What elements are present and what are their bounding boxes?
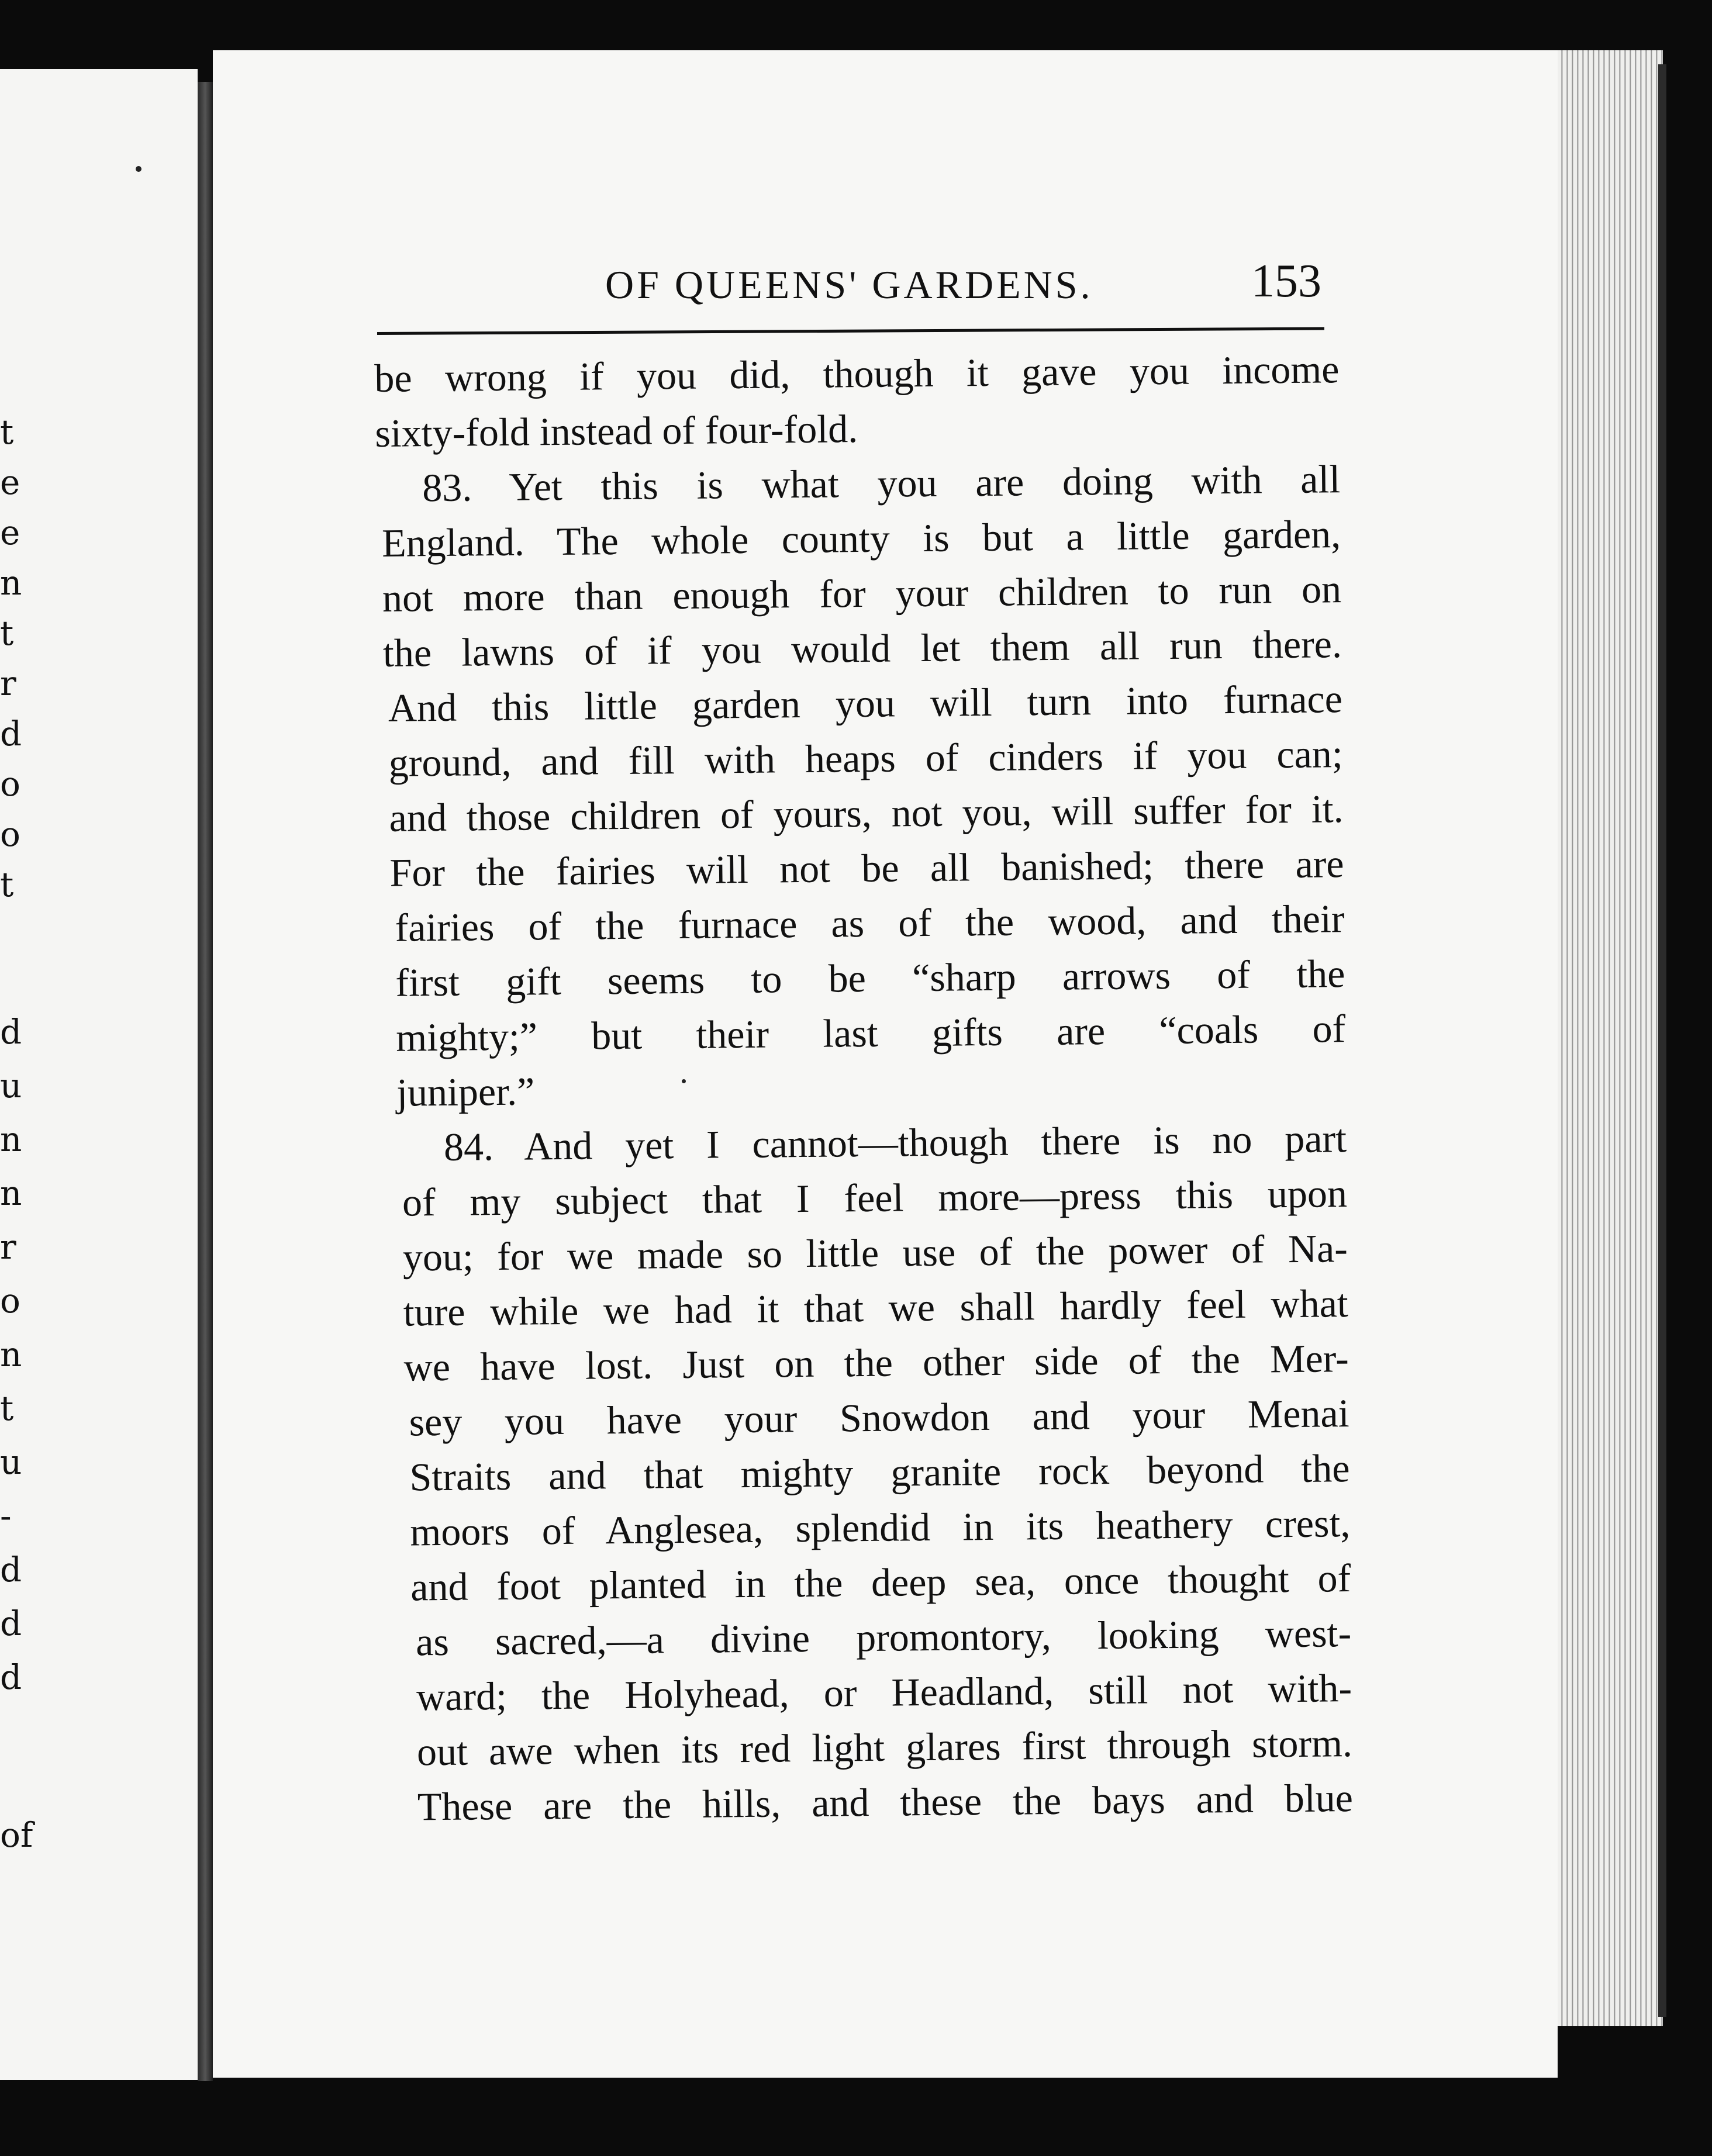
left-fragment: o xyxy=(0,814,20,854)
text-line: be wrong if you did, though it gave you income xyxy=(374,347,1340,400)
paragraph-start-84: 84. And yet I cannot—though there is no part xyxy=(443,1116,1347,1169)
page-block-shadow xyxy=(1658,64,1666,2017)
left-page-cut-text xyxy=(0,69,35,2080)
left-fragment: d xyxy=(0,1550,22,1590)
left-fragment: d xyxy=(0,1604,22,1643)
text-line: and foot planted in the deep sea, once thought of xyxy=(410,1556,1351,1609)
text-line: not more than enough for your children to run on xyxy=(382,566,1342,620)
left-fragment: t xyxy=(0,412,14,452)
ink-speck xyxy=(136,166,141,172)
text-line: For the fairies will not be all banished; there are xyxy=(389,841,1344,895)
text-line: we have lost. Just on the other side of the Mer- xyxy=(403,1336,1349,1390)
left-fragment: t xyxy=(0,1388,14,1428)
text-line: juniper.” xyxy=(396,1069,535,1115)
body-text xyxy=(374,341,1353,1834)
text-line: England. The whole county is but a little garden, xyxy=(381,512,1341,565)
left-fragment: n xyxy=(0,1173,22,1213)
left-fragment: t xyxy=(0,613,14,653)
left-fragment: n xyxy=(0,1335,22,1374)
left-fragment: of xyxy=(0,1815,33,1855)
running-head: OF QUEENS' GARDENS. xyxy=(605,262,1093,307)
left-fragment: r xyxy=(0,664,16,703)
text-line: sixty-fold instead of four-fold. xyxy=(374,406,858,455)
left-fragment: n xyxy=(0,563,22,603)
text-line: ture while we had it that we shall hardly feel what xyxy=(403,1281,1349,1335)
left-facing-page xyxy=(0,69,198,2080)
left-fragment: - xyxy=(0,1496,12,1536)
page-number: 153 xyxy=(1251,255,1321,307)
text-line: mighty;” but their last gifts are “coals of xyxy=(395,1006,1346,1060)
left-fragment: u xyxy=(0,1066,22,1105)
text-line: as sacred,—a divine promontory, looking west- xyxy=(415,1611,1352,1664)
left-fragment: o xyxy=(0,764,20,804)
text-line: the lawns of if you would let them all run there. xyxy=(382,621,1342,675)
left-fragment: r xyxy=(0,1227,16,1267)
left-fragment: o xyxy=(0,1281,20,1321)
book-gutter xyxy=(198,82,213,2081)
text-line: of my subject that I feel more—press this upon xyxy=(402,1171,1348,1225)
text-line: And this little garden you will turn into furnace xyxy=(388,676,1343,730)
left-fragment: n xyxy=(0,1120,22,1159)
left-fragment: e xyxy=(0,462,20,502)
left-fragment: d xyxy=(0,714,22,754)
text-line: fairies of the furnace as of the wood, and their xyxy=(395,896,1345,950)
page-block-edges xyxy=(1558,50,1663,2026)
text-line: first gift seems to be “sharp arrows of the xyxy=(395,951,1345,1005)
left-fragment: u xyxy=(0,1442,22,1482)
left-fragment: e xyxy=(0,513,20,552)
text-line: Straits and that mighty granite rock beyond the xyxy=(409,1446,1350,1499)
left-fragment: t xyxy=(0,865,14,904)
left-fragment: d xyxy=(0,1012,22,1052)
text-line: These are the hills, and these the bays and blue xyxy=(417,1775,1354,1829)
text-line: sey you have your Snowdon and your Menai xyxy=(409,1391,1349,1445)
text-line: out awe when its red light glares first through storm. xyxy=(416,1720,1353,1774)
text-line: and those children of yours, not you, will suffer for it. xyxy=(389,786,1344,840)
text-line: ground, and fill with heaps of cinders if you can; xyxy=(388,731,1344,785)
text-line: you; for we made so little use of the power of Na- xyxy=(402,1226,1348,1280)
left-fragment: d xyxy=(0,1657,22,1697)
text-line: ward; the Holyhead, or Headland, still not with- xyxy=(416,1666,1352,1719)
text-line: moors of Anglesea, splendid in its heathery crest, xyxy=(410,1501,1351,1554)
paragraph-start-83: 83. Yet this is what you are doing with all xyxy=(422,457,1341,510)
